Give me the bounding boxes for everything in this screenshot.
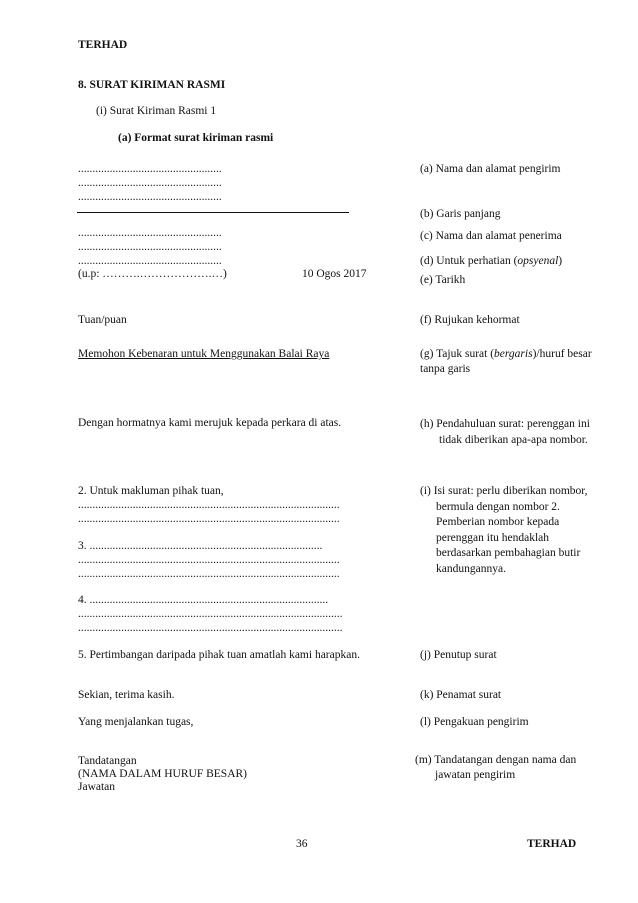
closing: Sekian, terima kasih.	[78, 689, 175, 701]
paragraph-2-lead: 2. Untuk makluman pihak tuan,	[78, 485, 224, 497]
note-m	[415, 753, 576, 783]
note-m-line1: (m) Tandatangan dengan nama dan	[415, 754, 577, 766]
footer-classification: TERHAD	[527, 838, 577, 850]
note-g	[420, 347, 592, 377]
header-classification: TERHAD	[78, 39, 128, 51]
note-j: (j) Penutup surat	[420, 649, 497, 661]
note-i-line2: bermula dengan nombor 2.	[436, 500, 560, 513]
note-g-emphasis: bergaris	[494, 348, 533, 360]
recipient-line: ..................................................	[78, 241, 222, 253]
note-h	[420, 416, 590, 448]
letter-date: 10 Ogos 2017	[302, 268, 367, 280]
note-d-close: )	[558, 255, 563, 267]
note-l: (l) Pengakuan pengirim	[420, 716, 529, 728]
salutation: Tuan/puan	[78, 314, 127, 326]
paragraph-line: ............................................................................................	[78, 622, 343, 634]
page-number: 36	[296, 838, 308, 850]
note-d	[420, 254, 562, 268]
note-d-text: (d) Untuk perhatian (	[420, 255, 518, 267]
sender-name: (NAMA DALAM HURUF BESAR)	[78, 768, 248, 780]
note-i-line5: berdasarkan pembahagian butir	[436, 547, 581, 559]
paragraph-line: ............................................................................................	[78, 608, 343, 620]
note-c: (c) Nama dan alamat penerima	[420, 230, 562, 242]
paragraph-3	[78, 539, 340, 581]
note-m-line2: jawatan pengirim	[435, 769, 516, 781]
paragraph-2	[78, 484, 340, 526]
note-g-line2: tanpa garis	[420, 363, 471, 375]
service-line: Yang menjalankan tugas,	[78, 716, 194, 728]
note-g-rest: )/huruf besar	[532, 348, 592, 360]
paragraph-line: ...........................................................................................	[78, 554, 340, 566]
intro-paragraph: Dengan hormatnya kami merujuk kepada perkara di atas.	[78, 417, 342, 429]
section-subtitle: (i) Surat Kiriman Rasmi 1	[96, 105, 217, 117]
section-title: 8. SURAT KIRIMAN RASMI	[78, 79, 226, 91]
note-i-line6: kandungannya.	[436, 562, 506, 575]
paragraph-3-lead: 3. .................................................................................	[78, 540, 323, 552]
note-h-line1: (h) Pendahuluan surat: perenggan ini	[420, 418, 590, 430]
letter-subject: Memohon Kebenaran untuk Menggunakan Balai Raya	[78, 348, 330, 360]
sender-line: ..................................................	[78, 177, 222, 189]
attention-line: (u.p: ……….……………….…)	[78, 268, 227, 280]
paragraph-line: ...........................................................................................	[78, 568, 340, 580]
sender-line: ..................................................	[78, 163, 222, 175]
paragraph-5: 5. Pertimbangan daripada pihak tuan amatlah kami harapkan.	[78, 649, 360, 661]
paragraph-line: ...........................................................................................	[78, 513, 340, 525]
recipient-line: ..................................................	[78, 255, 222, 267]
note-g-line1	[420, 347, 592, 362]
note-k: (k) Penamat surat	[420, 689, 502, 701]
sender-line: ..................................................	[78, 191, 222, 203]
note-e: (e) Tarikh	[420, 274, 466, 286]
note-d-emphasis: opsyenal	[517, 255, 559, 267]
note-g-text: (g) Tajuk surat (	[420, 348, 495, 360]
note-f: (f) Rujukan kehormat	[420, 314, 520, 326]
sender-address	[78, 162, 222, 204]
sender-position: Jawatan	[78, 781, 116, 793]
signature-block	[78, 755, 247, 794]
paragraph-4-lead: 4. ...................................................................................	[78, 594, 329, 606]
note-i	[420, 484, 588, 577]
long-rule	[77, 212, 349, 213]
recipient-address	[78, 226, 222, 268]
paragraph-4	[78, 593, 343, 635]
paragraph-line: ...........................................................................................	[78, 499, 340, 511]
note-b: (b) Garis panjang	[420, 208, 501, 220]
signature-label: Tandatangan	[78, 755, 137, 767]
recipient-line: ..................................................	[78, 227, 222, 239]
section-subsubtitle: (a) Format surat kiriman rasmi	[118, 132, 274, 144]
note-i-line3: Pemberian nombor kepada	[436, 516, 560, 528]
note-i-line4: perenggan itu hendaklah	[436, 531, 550, 544]
note-h-line2: tidak diberikan apa-apa nombor.	[439, 434, 588, 446]
note-a: (a) Nama dan alamat pengirim	[420, 163, 561, 175]
note-i-line1: (i) Isi surat: perlu diberikan nombor,	[420, 485, 588, 497]
